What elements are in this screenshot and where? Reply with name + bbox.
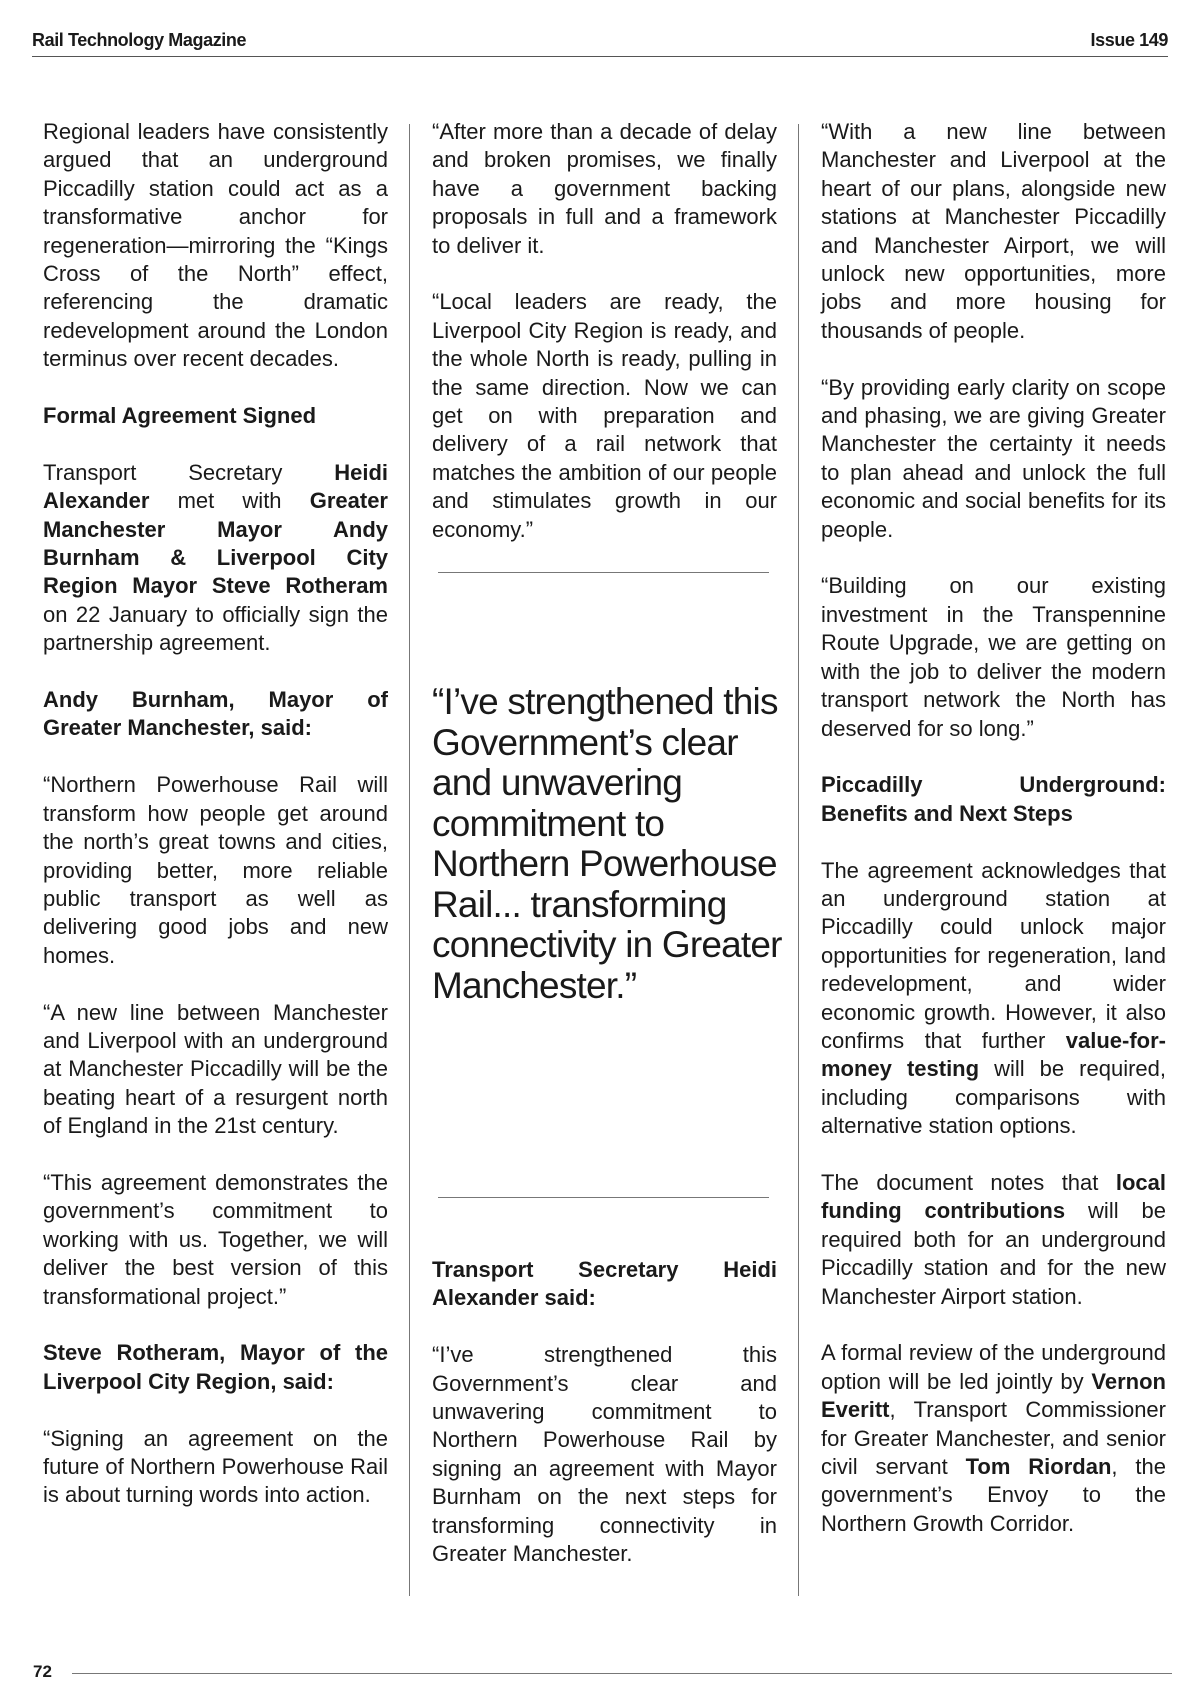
paragraph: The document notes that local funding contributions will be required both for an underground Piccadilly station and for the new Manchester Airport station. [821, 1169, 1166, 1309]
pull-quote-rule-top [438, 572, 769, 573]
quote-paragraph: “After more than a decade of delay and broken promises, we finally have a government backing proposals in full and a framework to deliver it. [432, 119, 777, 258]
paragraph: Regional leaders have consistently argued that an underground Piccadilly station could act as a transformative anchor for regeneration—mirroring the “Kings Cross of the North” effect, referencing the dramatic redevelopment around the London terminus over recent decades. [43, 119, 388, 372]
page-header [32, 26, 1168, 57]
article-column-2 [432, 118, 777, 572]
speaker-heading: Transport Secretary Heidi Alexander said: [432, 1257, 777, 1311]
quote-paragraph: “I’ve strengthened this Government’s clear and unwavering commitment to Northern Powerhouse Rail by signing an agreement with Mayor Burnham on the next steps for transforming connectivity in Greater Manchester. [432, 1342, 777, 1567]
article-column-1 [43, 118, 388, 1538]
page-number: 72 [33, 1662, 52, 1681]
quote-paragraph: “A new line between Manchester and Liverpool with an underground at Manchester Piccadilly will be the beating heart of a resurgent north of England in the 21st century. [43, 999, 388, 1139]
quote-paragraph: “Building on our existing investment in the Transpennine Route Upgrade, we are getting on with the job to deliver the modern transport network the North has deserved for so long.” [821, 573, 1166, 741]
paragraph: A formal review of the underground option will be led jointly by Vernon Everitt, Transport Commissioner for Greater Manchester, and senior civil servant Tom Riordan, the government’s Envoy to the Northern Growth Corridor. [821, 1340, 1166, 1536]
quote-paragraph: “Northern Powerhouse Rail will transform how people get around the north’s great towns and cities, providing better, more reliable public transport as well as delivering good jobs and new homes. [43, 772, 388, 968]
speaker-heading: Andy Burnham, Mayor of Greater Manchester, said: [43, 687, 388, 741]
paragraph: The agreement acknowledges that an underground station at Piccadilly could unlock major opportunities for regeneration, land redevelopment, and wider economic growth. However, it also confirms that further value-for-money testing will be required, including comparisons with alternative station options. [821, 857, 1167, 1139]
quote-paragraph: “Local leaders are ready, the Liverpool City Region is ready, and the whole North is ready, pulling in the same direction. Now we can get on with preparation and delivery of a rail network that matches the ambition of our people and stimulates growth in our economy.” [432, 289, 777, 542]
quote-paragraph: “Signing an agreement on the future of Northern Powerhouse Rail is about turning words into action. [43, 1425, 388, 1508]
speaker-heading: Steve Rotheram, Mayor of the Liverpool City Region, said: [43, 1340, 388, 1394]
column-divider [409, 124, 410, 1596]
footer-rule [72, 1673, 1172, 1674]
pull-quote: “I’ve strengthened this Government’s clear and unwavering commitment to Northern Powerhouse Rail... transforming connectivity in Greater Manchester.” [432, 681, 782, 1006]
issue-number: Issue 149 [1090, 30, 1168, 50]
article-column-3 [821, 118, 1166, 1567]
section-heading: Formal Agreement Signed [43, 403, 317, 429]
section-heading: Piccadilly Underground: Benefits and Next Steps [821, 772, 1166, 826]
article-column-2-lower [432, 1256, 777, 1597]
magazine-title: Rail Technology Magazine [32, 30, 247, 50]
quote-paragraph: “This agreement demonstrates the government’s commitment to working with us. Together, we will deliver the best version of this transformational project.” [43, 1169, 388, 1309]
quote-paragraph: “With a new line between Manchester and Liverpool at the heart of our plans, alongside new stations at Manchester Piccadilly and Manchester Airport, we will unlock new opportunities, more jobs and more housing for thousands of people. [821, 119, 1166, 343]
quote-paragraph: “By providing early clarity on scope and phasing, we are giving Greater Manchester the certainty it needs to plan ahead and unlock the full economic and social benefits for its people. [821, 374, 1166, 542]
paragraph: Transport Secretary Heidi Alexander met with Greater Manchester Mayor Andy Burnham & Liverpool City Region Mayor Steve Rotheram on 22 January to officially sign the partnership agreement. [43, 459, 388, 656]
column-divider [798, 124, 799, 1596]
pull-quote-rule-bottom [438, 1197, 769, 1198]
